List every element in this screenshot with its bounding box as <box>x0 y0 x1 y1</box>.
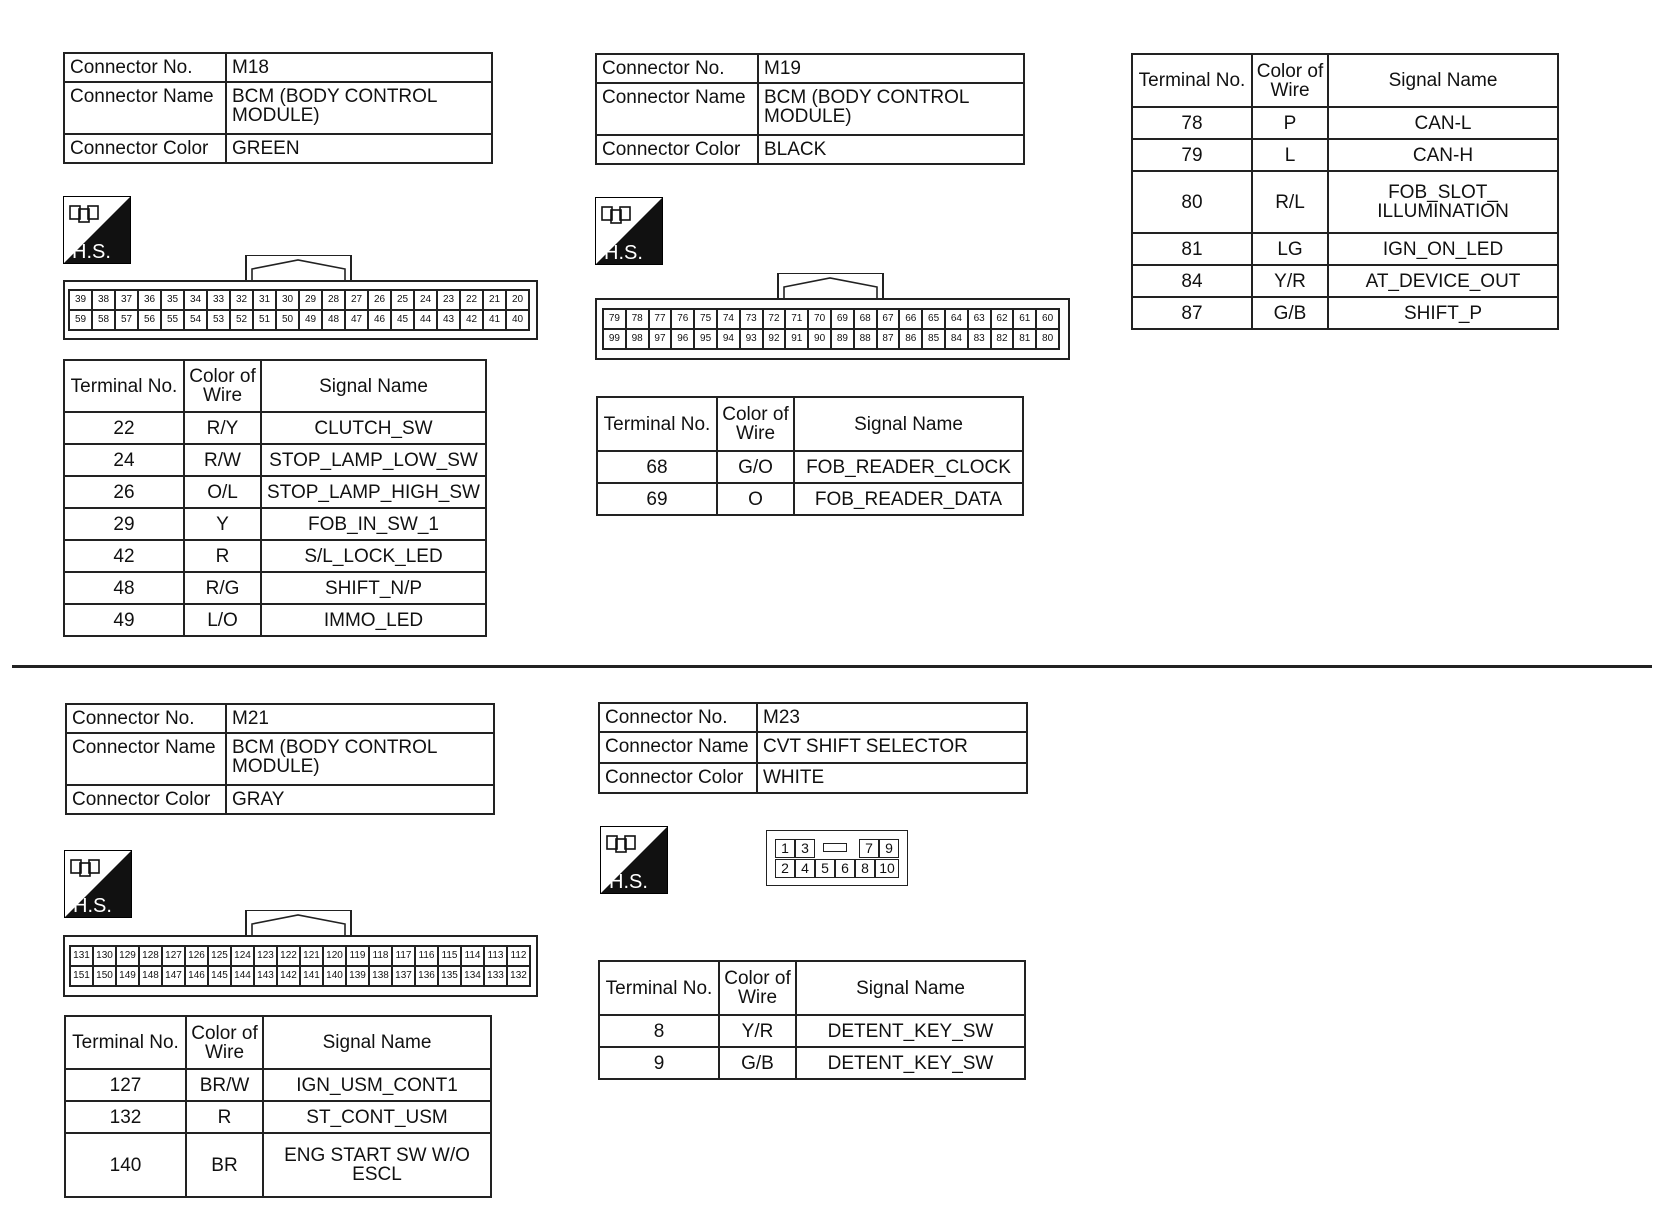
terminal-no-cell: 9 <box>599 1047 719 1079</box>
connector-pin: 86 <box>899 329 922 349</box>
table-row <box>1132 139 1558 171</box>
connector-color-label: Connector Color <box>64 134 226 163</box>
connector-pin: 133 <box>484 966 507 986</box>
terminal-no-cell: 24 <box>64 444 184 476</box>
connector-pin: 130 <box>93 946 116 966</box>
connector-pin: 56 <box>138 310 161 330</box>
hs-label: H.S. <box>604 242 643 264</box>
signal-name-cell: FOB_IN_SW_1 <box>261 508 486 540</box>
connector-pin: 80 <box>1036 329 1059 349</box>
connector-pin: 42 <box>460 310 483 330</box>
connector-no-label: Connector No. <box>64 53 226 82</box>
connector-pin: 58 <box>92 310 115 330</box>
m18-connector-face <box>63 255 538 341</box>
connector-pin: 127 <box>162 946 185 966</box>
connector-pin: 76 <box>671 309 694 329</box>
connector-pin: 48 <box>322 310 345 330</box>
connector-pin: 114 <box>461 946 484 966</box>
m21-connector-face <box>63 910 538 998</box>
connector-pin: 43 <box>437 310 460 330</box>
signal-name-header: Signal Name <box>794 397 1023 451</box>
signal-name-cell: FOB_SLOT_ ILLUMINATION <box>1328 171 1558 233</box>
connector-pin: 44 <box>414 310 437 330</box>
connector-pin: 85 <box>922 329 945 349</box>
signal-name-cell: CAN-L <box>1328 107 1558 139</box>
wire-color-cell: O <box>717 483 794 515</box>
signal-name-cell: SHIFT_N/P <box>261 572 486 604</box>
hs-label: H.S. <box>73 895 112 917</box>
connector-pin: 77 <box>649 309 672 329</box>
connector-pin: 75 <box>694 309 717 329</box>
connector-pin: 147 <box>162 966 185 986</box>
terminal-no-header: Terminal No. <box>1132 54 1252 107</box>
connector-pin: 51 <box>253 310 276 330</box>
connector-pin: 88 <box>854 329 877 349</box>
pin-3: 3 <box>795 839 815 858</box>
connector-pin: 138 <box>369 966 392 986</box>
connector-pin: 55 <box>161 310 184 330</box>
connector-pin: 121 <box>300 946 323 966</box>
connector-pin: 78 <box>626 309 649 329</box>
connector-no-value: M18 <box>226 53 492 82</box>
connector-no-label: Connector No. <box>596 54 758 83</box>
connector-pin: 146 <box>185 966 208 986</box>
connector-color-label: Connector Color <box>596 135 758 164</box>
connector-pin: 35 <box>161 290 184 310</box>
connector-pin: 62 <box>991 309 1014 329</box>
connector-pin: 50 <box>276 310 299 330</box>
connector-color-value: BLACK <box>758 135 1024 164</box>
pin-5: 5 <box>815 859 835 878</box>
terminal-no-cell: 80 <box>1132 171 1252 233</box>
connector-name-value: BCM (BODY CONTROL MODULE) <box>758 83 1024 135</box>
signal-name-cell: IMMO_LED <box>261 604 486 636</box>
section-divider <box>12 665 1652 668</box>
terminal-no-cell: 140 <box>65 1133 186 1197</box>
signal-name-cell: FOB_READER_CLOCK <box>794 451 1023 483</box>
connector-pin: 90 <box>808 329 831 349</box>
pin-10: 10 <box>875 859 899 878</box>
wire-color-cell: Y/R <box>719 1015 796 1047</box>
signal-name-cell: S/L_LOCK_LED <box>261 540 486 572</box>
table-row <box>64 540 486 572</box>
terminal-no-header: Terminal No. <box>599 961 719 1015</box>
table-row <box>64 412 486 444</box>
connector-pin: 128 <box>139 946 162 966</box>
hs-label: H.S. <box>72 241 111 263</box>
connector-pin: 94 <box>717 329 740 349</box>
terminal-no-cell: 84 <box>1132 265 1252 297</box>
terminal-no-cell: 132 <box>65 1101 186 1133</box>
connector-color-label: Connector Color <box>599 763 757 793</box>
connector-pin: 116 <box>415 946 438 966</box>
connector-pin: 83 <box>968 329 991 349</box>
connector-pin: 81 <box>1013 329 1036 349</box>
connector-pin: 74 <box>717 309 740 329</box>
connector-pin: 97 <box>649 329 672 349</box>
table-row <box>64 508 486 540</box>
signal-name-cell: AT_DEVICE_OUT <box>1328 265 1558 297</box>
connector-pin: 149 <box>116 966 139 986</box>
connector-pin: 131 <box>70 946 93 966</box>
terminal-no-cell: 22 <box>64 412 184 444</box>
signal-name-cell: FOB_READER_DATA <box>794 483 1023 515</box>
connector-pin: 148 <box>139 966 162 986</box>
m19-connector-info-table <box>595 53 1025 165</box>
connector-pin: 68 <box>854 309 877 329</box>
connector-pin: 67 <box>877 309 900 329</box>
connector-pin: 45 <box>391 310 414 330</box>
connector-pin: 25 <box>391 290 414 310</box>
terminal-no-cell: 127 <box>65 1069 186 1101</box>
terminal-no-cell: 29 <box>64 508 184 540</box>
hs-icon <box>600 826 668 894</box>
connector-pin: 31 <box>253 290 276 310</box>
connector-pin: 59 <box>69 310 92 330</box>
connector-pin: 37 <box>115 290 138 310</box>
table-row <box>64 604 486 636</box>
wire-color-cell: R <box>184 540 261 572</box>
m21-terminal-table <box>64 1015 492 1198</box>
table-row <box>65 1101 491 1133</box>
m19-connector-face <box>595 273 1070 361</box>
connector-pin: 27 <box>345 290 368 310</box>
connector-pin: 29 <box>299 290 322 310</box>
connector-pin: 95 <box>694 329 717 349</box>
signal-name-header: Signal Name <box>1328 54 1558 107</box>
connector-no-label: Connector No. <box>599 703 757 732</box>
connector-pin: 134 <box>461 966 484 986</box>
wire-color-cell: O/L <box>184 476 261 508</box>
table-row <box>599 1047 1025 1079</box>
connector-pin: 143 <box>254 966 277 986</box>
terminal-no-cell: 79 <box>1132 139 1252 171</box>
wire-color-cell: LG <box>1252 233 1328 265</box>
wire-color-cell: R/Y <box>184 412 261 444</box>
connector-pin: 118 <box>369 946 392 966</box>
connector-pin: 137 <box>392 966 415 986</box>
connector-pin: 69 <box>831 309 854 329</box>
terminal-no-cell: 49 <box>64 604 184 636</box>
connector-pin: 60 <box>1036 309 1059 329</box>
signal-name-cell: IGN_ON_LED <box>1328 233 1558 265</box>
terminal-no-header: Terminal No. <box>65 1016 186 1069</box>
connector-pin: 125 <box>208 946 231 966</box>
m19-terminal-table-continued <box>1131 53 1559 330</box>
terminal-no-cell: 78 <box>1132 107 1252 139</box>
m19-pin-grid <box>602 308 1060 350</box>
signal-name-cell: STOP_LAMP_HIGH_SW <box>261 476 486 508</box>
wire-color-cell: R/L <box>1252 171 1328 233</box>
terminal-no-cell: 81 <box>1132 233 1252 265</box>
wire-color-cell: R/W <box>184 444 261 476</box>
connector-pin: 73 <box>740 309 763 329</box>
connector-pin: 126 <box>185 946 208 966</box>
connector-pin: 93 <box>740 329 763 349</box>
connector-color-value: GRAY <box>226 785 494 814</box>
connector-pin: 132 <box>507 966 530 986</box>
connector-color-value: GREEN <box>226 134 492 163</box>
pin-9: 9 <box>879 839 899 858</box>
terminal-no-header: Terminal No. <box>64 360 184 412</box>
table-row <box>597 483 1023 515</box>
connector-pin: 64 <box>945 309 968 329</box>
connector-pin: 150 <box>93 966 116 986</box>
color-of-wire-header: Color of Wire <box>1252 54 1328 107</box>
table-row <box>64 572 486 604</box>
wire-color-cell: BR <box>186 1133 263 1197</box>
wire-color-cell: L <box>1252 139 1328 171</box>
m21-connector-info-table <box>65 703 495 815</box>
connector-pin: 52 <box>230 310 253 330</box>
signal-name-header: Signal Name <box>261 360 486 412</box>
connector-pin: 26 <box>368 290 391 310</box>
connector-name-label: Connector Name <box>64 82 226 134</box>
connector-pin: 36 <box>138 290 161 310</box>
wire-color-cell: G/B <box>1252 297 1328 329</box>
m19-terminal-table <box>596 396 1024 516</box>
wire-color-cell: G/O <box>717 451 794 483</box>
connector-color-label: Connector Color <box>66 785 226 814</box>
connector-pin: 99 <box>603 329 626 349</box>
table-row <box>65 1133 491 1197</box>
terminal-no-header: Terminal No. <box>597 397 717 451</box>
connector-pin: 92 <box>763 329 786 349</box>
connector-pin: 70 <box>808 309 831 329</box>
connector-pin: 39 <box>69 290 92 310</box>
signal-name-header: Signal Name <box>263 1016 491 1069</box>
connector-pin: 120 <box>323 946 346 966</box>
connector-pin: 30 <box>276 290 299 310</box>
connector-no-value: M21 <box>226 704 494 733</box>
terminal-no-cell: 26 <box>64 476 184 508</box>
connector-pin: 47 <box>345 310 368 330</box>
connector-no-label: Connector No. <box>66 704 226 733</box>
signal-name-cell: DETENT_KEY_SW <box>796 1015 1025 1047</box>
connector-pin: 61 <box>1013 309 1036 329</box>
connector-pin: 20 <box>506 290 529 310</box>
table-row <box>599 1015 1025 1047</box>
terminal-no-cell: 68 <box>597 451 717 483</box>
m23-connector-info-table <box>598 702 1028 794</box>
connector-pin: 71 <box>785 309 808 329</box>
connector-pin: 24 <box>414 290 437 310</box>
m18-pin-grid <box>68 289 530 331</box>
connector-name-value: BCM (BODY CONTROL MODULE) <box>226 82 492 134</box>
connector-name-value: CVT SHIFT SELECTOR <box>757 732 1027 763</box>
connector-pin: 113 <box>484 946 507 966</box>
connector-pin: 96 <box>671 329 694 349</box>
pin-7: 7 <box>859 839 879 858</box>
connector-pin: 119 <box>346 946 369 966</box>
connector-no-value: M23 <box>757 703 1027 732</box>
hs-label: H.S. <box>609 871 648 893</box>
connector-pin: 115 <box>438 946 461 966</box>
connector-pin: 28 <box>322 290 345 310</box>
connector-pin: 23 <box>437 290 460 310</box>
pin-8: 8 <box>855 859 875 878</box>
table-row <box>1132 265 1558 297</box>
table-row <box>597 451 1023 483</box>
connector-pin: 82 <box>991 329 1014 349</box>
connector-pin: 136 <box>415 966 438 986</box>
connector-pin: 89 <box>831 329 854 349</box>
wire-color-cell: G/B <box>719 1047 796 1079</box>
pin-1: 1 <box>775 839 795 858</box>
m18-terminal-table <box>63 359 487 637</box>
wire-color-cell: L/O <box>184 604 261 636</box>
connector-pin: 124 <box>231 946 254 966</box>
wire-color-cell: R <box>186 1101 263 1133</box>
m23-latch <box>823 843 847 852</box>
connector-no-value: M19 <box>758 54 1024 83</box>
table-row <box>1132 233 1558 265</box>
connector-pin: 151 <box>70 966 93 986</box>
connector-pin: 33 <box>207 290 230 310</box>
pin-4: 4 <box>795 859 815 878</box>
m23-connector-face <box>766 830 908 886</box>
hs-icon <box>595 197 663 265</box>
table-row <box>65 1069 491 1101</box>
m21-pin-grid <box>69 945 531 987</box>
connector-pin: 122 <box>277 946 300 966</box>
connector-pin: 117 <box>392 946 415 966</box>
m18-connector-info-table <box>63 52 493 164</box>
connector-pin: 46 <box>368 310 391 330</box>
connector-pin: 84 <box>945 329 968 349</box>
connector-pin: 21 <box>483 290 506 310</box>
color-of-wire-header: Color of Wire <box>719 961 796 1015</box>
table-row <box>64 476 486 508</box>
table-row <box>64 444 486 476</box>
connector-pin: 49 <box>299 310 322 330</box>
connector-name-label: Connector Name <box>66 733 226 785</box>
terminal-no-cell: 69 <box>597 483 717 515</box>
signal-name-cell: ST_CONT_USM <box>263 1101 491 1133</box>
connector-pin: 53 <box>207 310 230 330</box>
terminal-no-cell: 87 <box>1132 297 1252 329</box>
connector-pin: 79 <box>603 309 626 329</box>
connector-color-value: WHITE <box>757 763 1027 793</box>
connector-pin: 112 <box>507 946 530 966</box>
signal-name-header: Signal Name <box>796 961 1025 1015</box>
connector-name-value: BCM (BODY CONTROL MODULE) <box>226 733 494 785</box>
connector-pin: 139 <box>346 966 369 986</box>
connector-pin: 66 <box>899 309 922 329</box>
table-row <box>1132 297 1558 329</box>
connector-pin: 72 <box>763 309 786 329</box>
wire-color-cell: R/G <box>184 572 261 604</box>
connector-pin: 98 <box>626 329 649 349</box>
pin-6: 6 <box>835 859 855 878</box>
connector-pin: 32 <box>230 290 253 310</box>
connector-pin: 129 <box>116 946 139 966</box>
table-row <box>1132 171 1558 233</box>
connector-pin: 34 <box>184 290 207 310</box>
wire-color-cell: P <box>1252 107 1328 139</box>
connector-name-label: Connector Name <box>599 732 757 763</box>
wire-color-cell: Y/R <box>1252 265 1328 297</box>
connector-pin: 144 <box>231 966 254 986</box>
wire-color-cell: BR/W <box>186 1069 263 1101</box>
connector-name-label: Connector Name <box>596 83 758 135</box>
signal-name-cell: DETENT_KEY_SW <box>796 1047 1025 1079</box>
connector-pin: 38 <box>92 290 115 310</box>
connector-pin: 141 <box>300 966 323 986</box>
color-of-wire-header: Color of Wire <box>186 1016 263 1069</box>
connector-pin: 145 <box>208 966 231 986</box>
hs-icon <box>63 196 131 264</box>
connector-pin: 135 <box>438 966 461 986</box>
connector-pin: 63 <box>968 309 991 329</box>
connector-pin: 22 <box>460 290 483 310</box>
connector-pin: 57 <box>115 310 138 330</box>
terminal-no-cell: 42 <box>64 540 184 572</box>
connector-pin: 40 <box>506 310 529 330</box>
wire-color-cell: Y <box>184 508 261 540</box>
connector-pin: 91 <box>785 329 808 349</box>
signal-name-cell: IGN_USM_CONT1 <box>263 1069 491 1101</box>
signal-name-cell: CAN-H <box>1328 139 1558 171</box>
hs-icon <box>64 850 132 918</box>
terminal-no-cell: 48 <box>64 572 184 604</box>
connector-pin: 54 <box>184 310 207 330</box>
connector-pin: 123 <box>254 946 277 966</box>
connector-pin: 87 <box>877 329 900 349</box>
color-of-wire-header: Color of Wire <box>184 360 261 412</box>
terminal-no-cell: 8 <box>599 1015 719 1047</box>
connector-pin: 142 <box>277 966 300 986</box>
color-of-wire-header: Color of Wire <box>717 397 794 451</box>
connector-pin: 140 <box>323 966 346 986</box>
m23-terminal-table <box>598 960 1026 1080</box>
table-row <box>1132 107 1558 139</box>
signal-name-cell: STOP_LAMP_LOW_SW <box>261 444 486 476</box>
signal-name-cell: SHIFT_P <box>1328 297 1558 329</box>
signal-name-cell: CLUTCH_SW <box>261 412 486 444</box>
connector-pin: 41 <box>483 310 506 330</box>
pin-2: 2 <box>775 859 795 878</box>
connector-pin: 65 <box>922 309 945 329</box>
signal-name-cell: ENG START SW W/O ESCL <box>263 1133 491 1197</box>
